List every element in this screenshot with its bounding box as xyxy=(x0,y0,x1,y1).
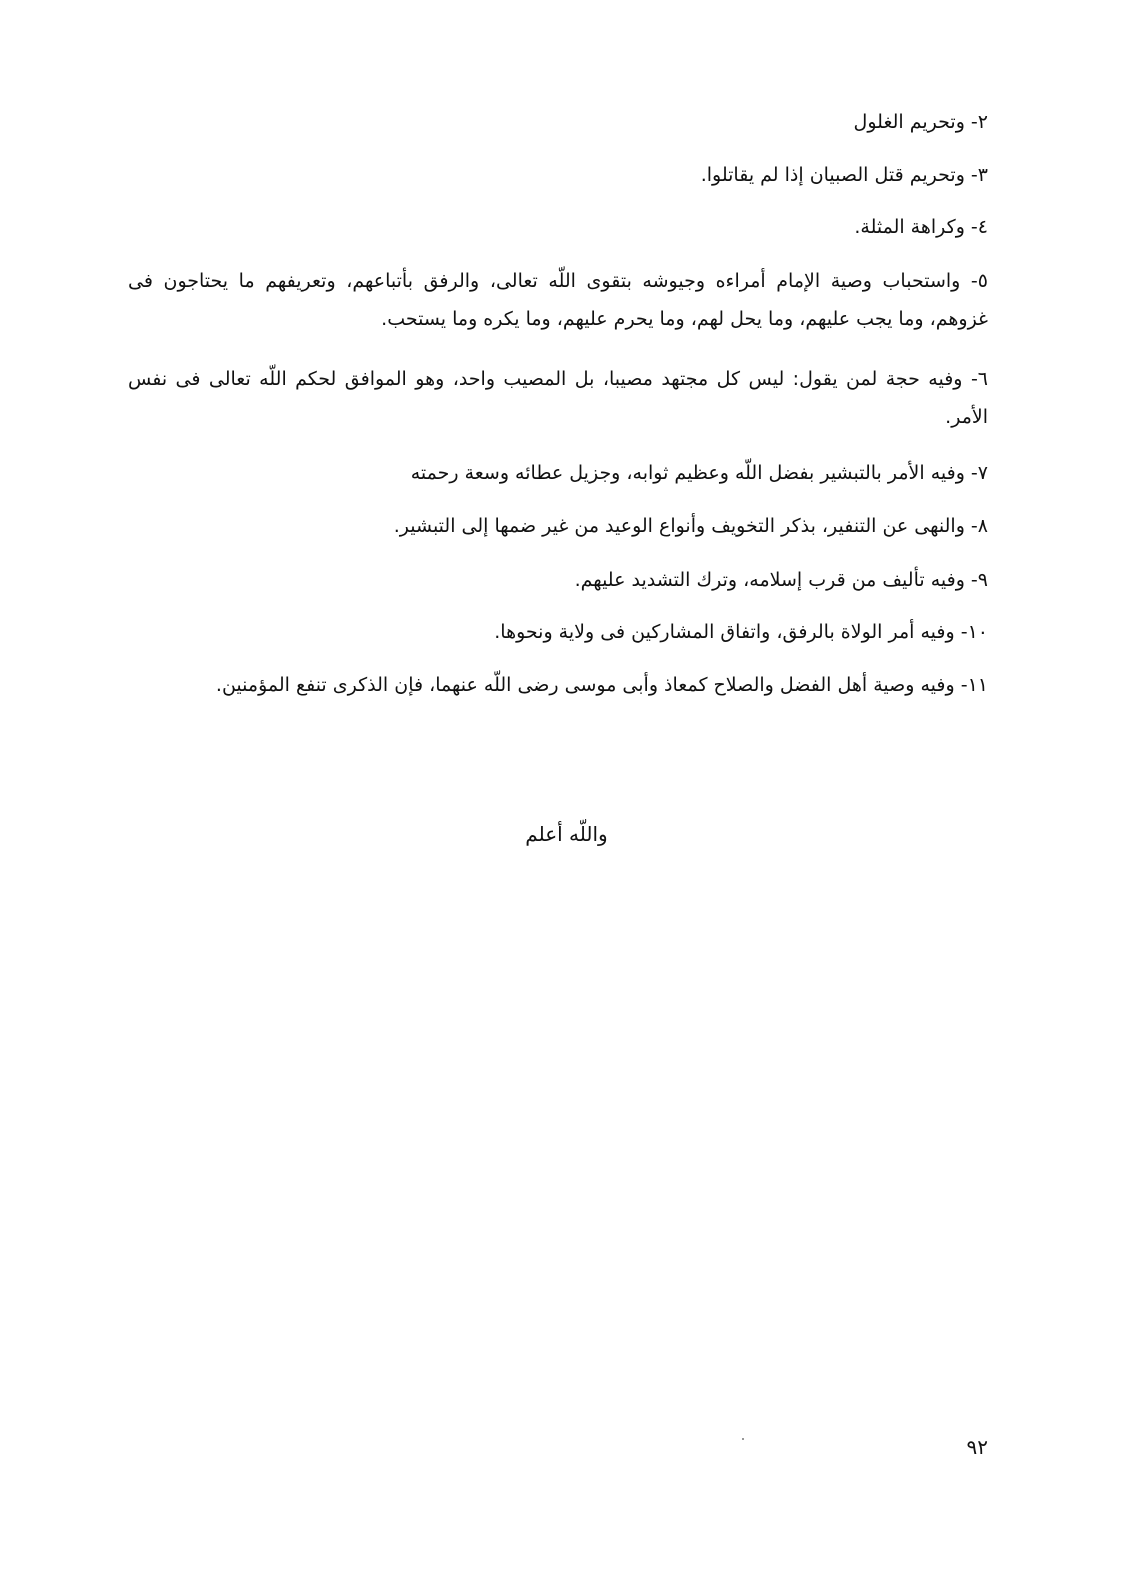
item-text: والنهى عن التنفير، بذكر التخويف وأنواع الوعيد من غير ضمها إلى التبشير. xyxy=(393,515,965,537)
item-number: ٦- xyxy=(970,368,989,390)
item-number: ٤- xyxy=(970,216,988,238)
list-item-3 xyxy=(128,156,988,194)
list-item-10 xyxy=(128,613,988,651)
item-text: وفيه أمر الولاة بالرفق، واتفاق المشاركين فى ولاية ونحوها. xyxy=(494,621,955,643)
item-text: وكراهة المثلة. xyxy=(854,216,965,238)
item-number: ٣- xyxy=(970,164,988,186)
item-number: ٧- xyxy=(970,462,988,484)
list-item-2 xyxy=(128,103,988,141)
item-text: وفيه حجة لمن يقول: ليس كل مجتهد مصيبا، بل المصيب واحد، وهو الموافق لحكم اللّه تعالى فى نفس الأمر. xyxy=(128,368,988,428)
list-item-5 xyxy=(128,262,988,338)
item-number: ٢- xyxy=(970,111,988,133)
item-number: ٩- xyxy=(970,569,988,591)
scan-speck xyxy=(742,1438,744,1440)
list-item-9 xyxy=(128,561,988,599)
list-item-8 xyxy=(128,507,988,545)
list-item-6 xyxy=(128,360,988,436)
closing-phrase: واللّه أعلم xyxy=(525,822,608,846)
item-text: وفيه تأليف من قرب إسلامه، وترك التشديد عليهم. xyxy=(574,569,965,591)
list-item-4 xyxy=(128,208,988,246)
item-text: وتحريم قتل الصبيان إذا لم يقاتلوا. xyxy=(700,164,965,186)
item-number: ٥- xyxy=(970,270,988,292)
list-item-11 xyxy=(128,666,988,704)
item-text: واستحباب وصية الإمام أمراءه وجيوشه بتقوى اللّه تعالى، والرفق بأتباعهم، وتعريفهم ما يحتاجون فى غزوهم، وما يجب عليهم، وما يحل لهم، وما يحرم عليهم، وما يكره وما يستحب. xyxy=(128,270,988,330)
item-number: ٨- xyxy=(970,515,988,537)
item-text: وفيه وصية أهل الفضل والصلاح كمعاذ وأبى موسى رضى اللّه عنهما، فإن الذكرى تنفع المؤمنين. xyxy=(215,674,955,696)
item-text: وتحريم الغلول xyxy=(853,111,965,133)
item-number: ١٠- xyxy=(960,621,988,643)
item-text: وفيه الأمر بالتبشير بفضل اللّه وعظيم ثوابه، وجزيل عطائه وسعة رحمته xyxy=(410,462,965,484)
page-number: ٩٢ xyxy=(966,1435,988,1459)
list-item-7 xyxy=(128,454,988,492)
item-number: ١١- xyxy=(960,674,988,696)
